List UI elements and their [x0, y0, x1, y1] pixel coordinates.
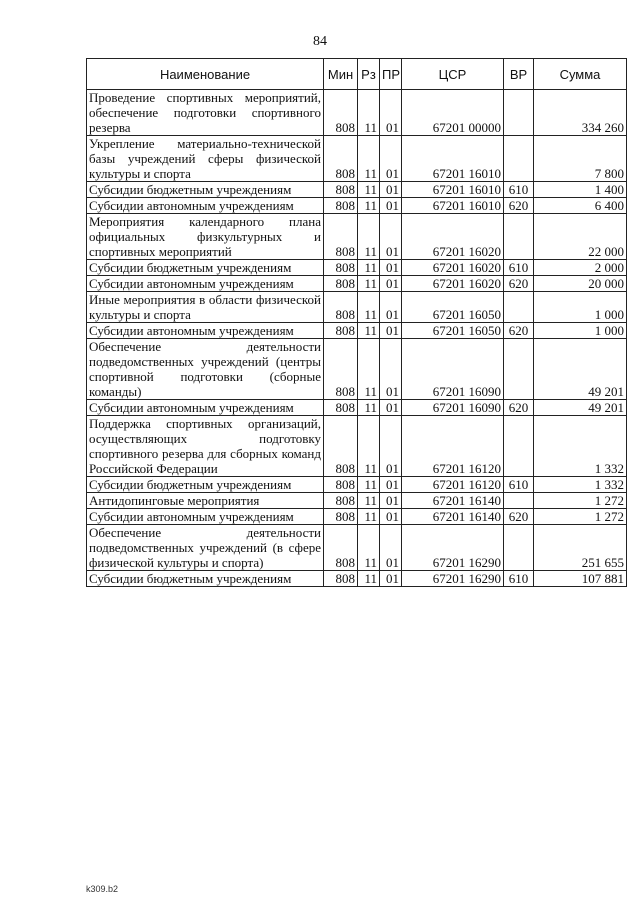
cell-sum: 20 000	[534, 276, 627, 292]
table-row	[87, 292, 627, 323]
cell-sum: 1 332	[534, 416, 627, 477]
cell-min: 808	[324, 323, 358, 339]
cell-sum: 49 201	[534, 339, 627, 400]
cell-min: 808	[324, 260, 358, 276]
cell-vr	[504, 525, 534, 571]
cell-min: 808	[324, 509, 358, 525]
cell-csr: 67201 16290	[402, 525, 504, 571]
cell-vr: 620	[504, 509, 534, 525]
cell-rz: 11	[358, 182, 380, 198]
cell-name: Мероприятия календарного плана официальных физкультурных и спортивных мероприятий	[87, 214, 324, 260]
cell-min: 808	[324, 136, 358, 182]
cell-vr: 610	[504, 571, 534, 587]
cell-csr: 67201 16010	[402, 182, 504, 198]
budget-table	[86, 58, 627, 587]
cell-vr	[504, 214, 534, 260]
table-row	[87, 182, 627, 198]
table-row	[87, 400, 627, 416]
table-row	[87, 90, 627, 136]
cell-csr: 67201 16050	[402, 292, 504, 323]
cell-csr: 67201 16020	[402, 260, 504, 276]
cell-name: Иные мероприятия в области физической культуры и спорта	[87, 292, 324, 323]
cell-sum: 334 260	[534, 90, 627, 136]
cell-rz: 11	[358, 260, 380, 276]
header-min: Мин	[324, 59, 358, 90]
cell-min: 808	[324, 292, 358, 323]
cell-vr: 610	[504, 260, 534, 276]
cell-rz: 11	[358, 525, 380, 571]
cell-rz: 11	[358, 292, 380, 323]
cell-csr: 67201 16090	[402, 400, 504, 416]
table-row	[87, 416, 627, 477]
cell-name: Субсидии автономным учреждениям	[87, 198, 324, 214]
cell-pr: 01	[380, 509, 402, 525]
cell-min: 808	[324, 214, 358, 260]
cell-rz: 11	[358, 571, 380, 587]
cell-pr: 01	[380, 136, 402, 182]
table-row	[87, 493, 627, 509]
cell-sum: 1 000	[534, 292, 627, 323]
cell-vr	[504, 292, 534, 323]
header-sum: Сумма	[534, 59, 627, 90]
cell-pr: 01	[380, 571, 402, 587]
cell-rz: 11	[358, 493, 380, 509]
table-body	[87, 90, 627, 587]
cell-sum: 251 655	[534, 525, 627, 571]
table-row	[87, 571, 627, 587]
cell-sum: 1 272	[534, 493, 627, 509]
cell-csr: 67201 16140	[402, 493, 504, 509]
cell-csr: 67201 16090	[402, 339, 504, 400]
cell-name: Поддержка спортивных организаций, осуществляющих подготовку спортивного резерва для сборных команд Российской Федерации	[87, 416, 324, 477]
table-row	[87, 214, 627, 260]
cell-name: Субсидии автономным учреждениям	[87, 323, 324, 339]
cell-csr: 67201 16290	[402, 571, 504, 587]
cell-csr: 67201 16120	[402, 416, 504, 477]
cell-pr: 01	[380, 339, 402, 400]
cell-name: Субсидии бюджетным учреждениям	[87, 260, 324, 276]
header-name: Наименование	[87, 59, 324, 90]
cell-min: 808	[324, 90, 358, 136]
cell-vr	[504, 416, 534, 477]
table-row	[87, 339, 627, 400]
cell-rz: 11	[358, 214, 380, 260]
cell-min: 808	[324, 477, 358, 493]
cell-rz: 11	[358, 323, 380, 339]
cell-sum: 7 800	[534, 136, 627, 182]
cell-name: Проведение спортивных мероприятий, обеспечение подготовки спортивного резерва	[87, 90, 324, 136]
cell-sum: 49 201	[534, 400, 627, 416]
header-csr: ЦСР	[402, 59, 504, 90]
table-row	[87, 525, 627, 571]
cell-rz: 11	[358, 339, 380, 400]
cell-min: 808	[324, 198, 358, 214]
cell-pr: 01	[380, 260, 402, 276]
table-row	[87, 276, 627, 292]
cell-pr: 01	[380, 198, 402, 214]
cell-pr: 01	[380, 477, 402, 493]
cell-vr: 620	[504, 400, 534, 416]
cell-pr: 01	[380, 525, 402, 571]
cell-csr: 67201 16010	[402, 198, 504, 214]
cell-min: 808	[324, 400, 358, 416]
cell-vr	[504, 90, 534, 136]
cell-csr: 67201 16050	[402, 323, 504, 339]
cell-name: Укрепление материально-технической базы учреждений сферы физической культуры и спорта	[87, 136, 324, 182]
table-row	[87, 136, 627, 182]
cell-min: 808	[324, 525, 358, 571]
cell-pr: 01	[380, 323, 402, 339]
table-row	[87, 477, 627, 493]
cell-csr: 67201 16120	[402, 477, 504, 493]
cell-name: Субсидии бюджетным учреждениям	[87, 182, 324, 198]
cell-csr: 67201 16140	[402, 509, 504, 525]
table-row	[87, 509, 627, 525]
cell-rz: 11	[358, 136, 380, 182]
table-row	[87, 323, 627, 339]
cell-rz: 11	[358, 477, 380, 493]
cell-vr	[504, 136, 534, 182]
cell-rz: 11	[358, 90, 380, 136]
footer-code: k309.b2	[86, 884, 119, 894]
cell-sum: 1 272	[534, 509, 627, 525]
cell-name: Обеспечение деятельности подведомственных учреждений (центры спортивной подготовки (сборные команды)	[87, 339, 324, 400]
cell-vr	[504, 339, 534, 400]
header-vr: ВР	[504, 59, 534, 90]
cell-sum: 1 000	[534, 323, 627, 339]
cell-rz: 11	[358, 198, 380, 214]
cell-vr: 610	[504, 477, 534, 493]
cell-pr: 01	[380, 90, 402, 136]
cell-sum: 1 400	[534, 182, 627, 198]
cell-name: Субсидии бюджетным учреждениям	[87, 477, 324, 493]
cell-min: 808	[324, 493, 358, 509]
table-row	[87, 260, 627, 276]
cell-min: 808	[324, 416, 358, 477]
cell-min: 808	[324, 182, 358, 198]
cell-vr	[504, 493, 534, 509]
cell-sum: 2 000	[534, 260, 627, 276]
cell-rz: 11	[358, 416, 380, 477]
cell-pr: 01	[380, 400, 402, 416]
cell-sum: 107 881	[534, 571, 627, 587]
cell-name: Субсидии бюджетным учреждениям	[87, 571, 324, 587]
cell-min: 808	[324, 276, 358, 292]
cell-vr: 620	[504, 323, 534, 339]
cell-vr: 620	[504, 276, 534, 292]
cell-name: Субсидии автономным учреждениям	[87, 276, 324, 292]
cell-vr: 620	[504, 198, 534, 214]
cell-pr: 01	[380, 493, 402, 509]
cell-name: Субсидии автономным учреждениям	[87, 509, 324, 525]
cell-name: Обеспечение деятельности подведомственных учреждений (в сфере физической культуры и спорта)	[87, 525, 324, 571]
cell-pr: 01	[380, 276, 402, 292]
cell-sum: 1 332	[534, 477, 627, 493]
cell-csr: 67201 16020	[402, 214, 504, 260]
cell-pr: 01	[380, 182, 402, 198]
cell-name: Антидопинговые мероприятия	[87, 493, 324, 509]
header-pr: ПР	[380, 59, 402, 90]
cell-min: 808	[324, 571, 358, 587]
cell-vr: 610	[504, 182, 534, 198]
cell-csr: 67201 16020	[402, 276, 504, 292]
cell-rz: 11	[358, 400, 380, 416]
cell-pr: 01	[380, 292, 402, 323]
cell-pr: 01	[380, 416, 402, 477]
cell-min: 808	[324, 339, 358, 400]
cell-rz: 11	[358, 276, 380, 292]
cell-sum: 6 400	[534, 198, 627, 214]
cell-pr: 01	[380, 214, 402, 260]
cell-name: Субсидии автономным учреждениям	[87, 400, 324, 416]
cell-csr: 67201 16010	[402, 136, 504, 182]
cell-sum: 22 000	[534, 214, 627, 260]
table-header-row	[87, 59, 627, 90]
cell-csr: 67201 00000	[402, 90, 504, 136]
cell-rz: 11	[358, 509, 380, 525]
table-row	[87, 198, 627, 214]
header-rz: Рз	[358, 59, 380, 90]
page-number: 84	[313, 34, 327, 49]
